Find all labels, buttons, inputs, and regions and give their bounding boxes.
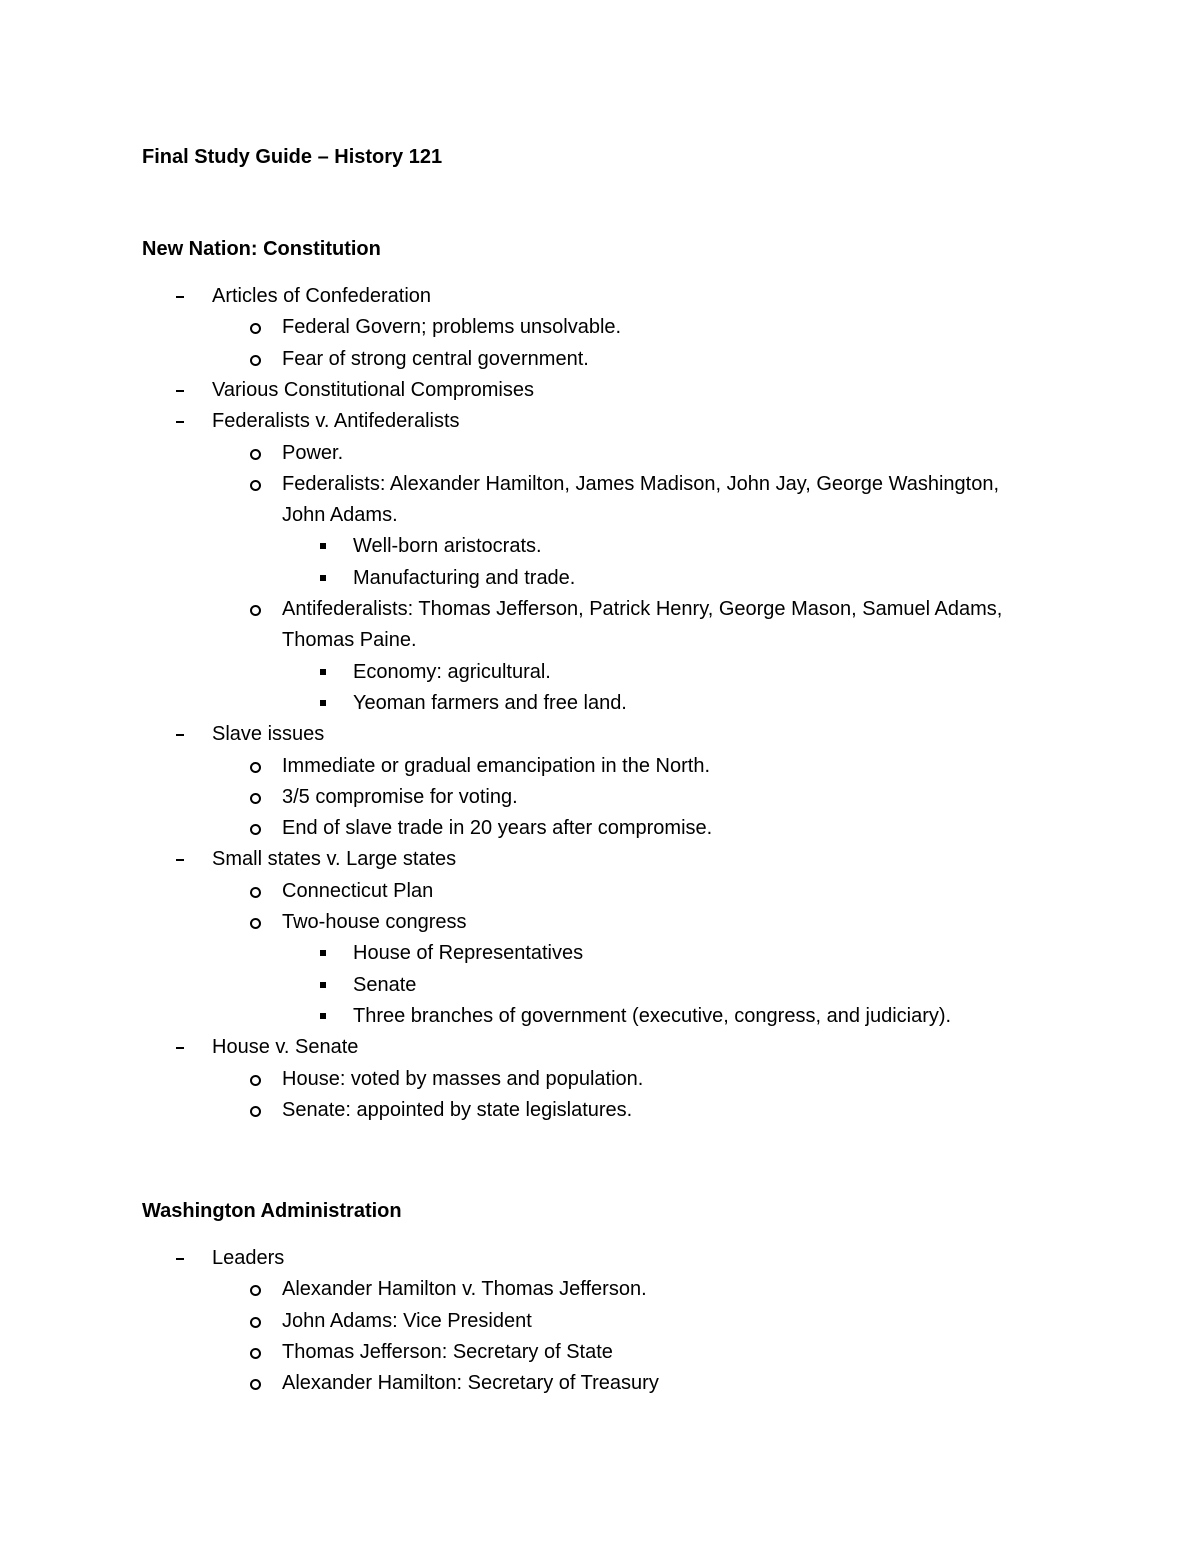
list-item-level-3: Three branches of government (executive, congress, and judiciary). <box>353 1004 952 1027</box>
circle-bullet-icon <box>250 762 261 773</box>
circle-bullet-icon <box>250 1317 261 1328</box>
circle-bullet-icon <box>250 605 261 616</box>
list-item-level-3: Economy: agricultural. <box>353 660 551 683</box>
list-item-level-3: Yeoman farmers and free land. <box>353 691 627 714</box>
list-item-level-2: Antifederalists: Thomas Jefferson, Patrick Henry, George Mason, Samuel Adams, <box>282 598 1003 620</box>
list-item-level-2: Thomas Jefferson: Secretary of State <box>282 1340 613 1363</box>
circle-bullet-icon <box>250 1379 261 1390</box>
list-item-level-1: Various Constitutional Compromises <box>212 378 534 401</box>
list-item-level-1: Slave issues <box>212 723 325 746</box>
dash-bullet-icon <box>176 296 184 298</box>
list-item-level-1: Articles of Confederation <box>212 285 432 307</box>
dash-bullet-icon <box>176 1258 184 1260</box>
list-item-level-2: Alexander Hamilton: Secretary of Treasury <box>282 1372 659 1395</box>
dash-bullet-icon <box>176 859 184 861</box>
list-item-level-2: End of slave trade in 20 years after compromise. <box>282 817 713 840</box>
list-item-level-2: Senate: appointed by state legislatures. <box>282 1098 633 1121</box>
list-item-level-3: House of Representatives <box>353 942 584 965</box>
circle-bullet-icon <box>250 1075 261 1086</box>
list-item-level-3: Manufacturing and trade. <box>353 566 576 589</box>
square-bullet-icon <box>320 700 326 706</box>
list-item-level-1: Leaders <box>212 1247 285 1269</box>
dash-bullet-icon <box>176 734 184 736</box>
list-item-level-1: House v. Senate <box>212 1036 359 1059</box>
list-item-level-2: 3/5 compromise for voting. <box>282 785 518 808</box>
dash-bullet-icon <box>176 1047 184 1049</box>
list-item-level-2: Immediate or gradual emancipation in the North. <box>282 754 711 777</box>
square-bullet-icon <box>320 575 326 581</box>
square-bullet-icon <box>320 543 326 549</box>
circle-bullet-icon <box>250 824 261 835</box>
circle-bullet-icon <box>250 1106 261 1117</box>
circle-bullet-icon <box>250 480 261 491</box>
list-item-level-1: Federalists v. Antifederalists <box>212 410 460 433</box>
circle-bullet-icon <box>250 449 261 460</box>
list-item-continuation: Thomas Paine. <box>282 629 417 652</box>
circle-bullet-icon <box>250 323 261 334</box>
square-bullet-icon <box>320 982 326 988</box>
list-item-level-2: Federal Govern; problems unsolvable. <box>282 316 622 339</box>
list-item-level-2: House: voted by masses and population. <box>282 1067 644 1090</box>
document-title: Final Study Guide – History 121 <box>142 146 443 168</box>
circle-bullet-icon <box>250 355 261 366</box>
square-bullet-icon <box>320 950 326 956</box>
section-heading: New Nation: Constitution <box>142 238 381 260</box>
square-bullet-icon <box>320 669 326 675</box>
section-heading: Washington Administration <box>142 1200 402 1222</box>
list-item-level-2: Alexander Hamilton v. Thomas Jefferson. <box>282 1278 647 1301</box>
list-item-level-3: Senate <box>353 973 417 996</box>
circle-bullet-icon <box>250 887 261 898</box>
circle-bullet-icon <box>250 1285 261 1296</box>
dash-bullet-icon <box>176 390 184 392</box>
circle-bullet-icon <box>250 793 261 804</box>
list-item-continuation: John Adams. <box>282 504 398 527</box>
list-item-level-2: Two-house congress <box>282 911 467 933</box>
list-item-level-2: Federalists: Alexander Hamilton, James Madison, John Jay, George Washington, <box>282 472 1000 495</box>
list-item-level-2: Connecticut Plan <box>282 879 434 902</box>
square-bullet-icon <box>320 1013 326 1019</box>
list-item-level-1: Small states v. Large states <box>212 848 457 871</box>
circle-bullet-icon <box>250 918 261 929</box>
dash-bullet-icon <box>176 421 184 423</box>
list-item-level-2: Fear of strong central government. <box>282 347 589 370</box>
list-item-level-2: John Adams: Vice President <box>282 1309 532 1332</box>
list-item-level-2: Power. <box>282 441 344 464</box>
circle-bullet-icon <box>250 1348 261 1359</box>
list-item-level-3: Well-born aristocrats. <box>353 535 542 558</box>
